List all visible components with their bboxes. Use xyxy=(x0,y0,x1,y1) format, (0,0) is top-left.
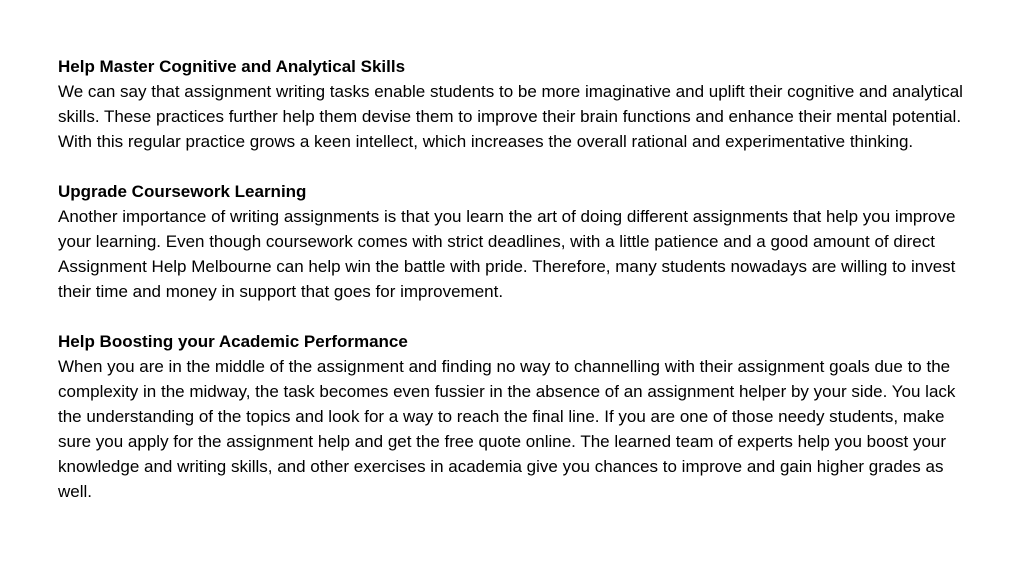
section-heading: Upgrade Coursework Learning xyxy=(58,182,307,201)
section-paragraph: Another importance of writing assignments is that you learn the art of doing different assignments that help you improve your learning. Even though coursework comes with strict deadlines, with a little patience and a good amount of direct Assignment Help Melbourne can help win the battle with pride. Therefore, many students nowadays are willing to invest their time and money in support that goes for improvement. xyxy=(58,207,956,301)
section-cognitive-skills xyxy=(58,54,978,154)
section-paragraph: We can say that assignment writing tasks enable students to be more imaginative and uplift their cognitive and analytical skills. These practices further help them devise them to improve their brain functions and enhance their mental potential. With this regular practice grows a keen intellect, which increases the overall rational and experimentative thinking. xyxy=(58,82,963,151)
document-page xyxy=(58,54,978,529)
section-heading: Help Boosting your Academic Performance xyxy=(58,332,408,351)
section-coursework-learning xyxy=(58,179,978,304)
section-heading: Help Master Cognitive and Analytical Skills xyxy=(58,57,406,76)
section-academic-performance xyxy=(58,329,978,504)
section-paragraph: When you are in the middle of the assignment and finding no way to channelling with their assignment goals due to the complexity in the midway, the task becomes even fussier in the absence of an assignment helper by your side. You lack the understanding of the topics and look for a way to reach the final line. If you are one of those needy students, make sure you apply for the assignment help and get the free quote online. The learned team of experts help you boost your knowledge and writing skills, and other exercises in academia give you chances to improve and gain higher grades as well. xyxy=(58,357,956,501)
